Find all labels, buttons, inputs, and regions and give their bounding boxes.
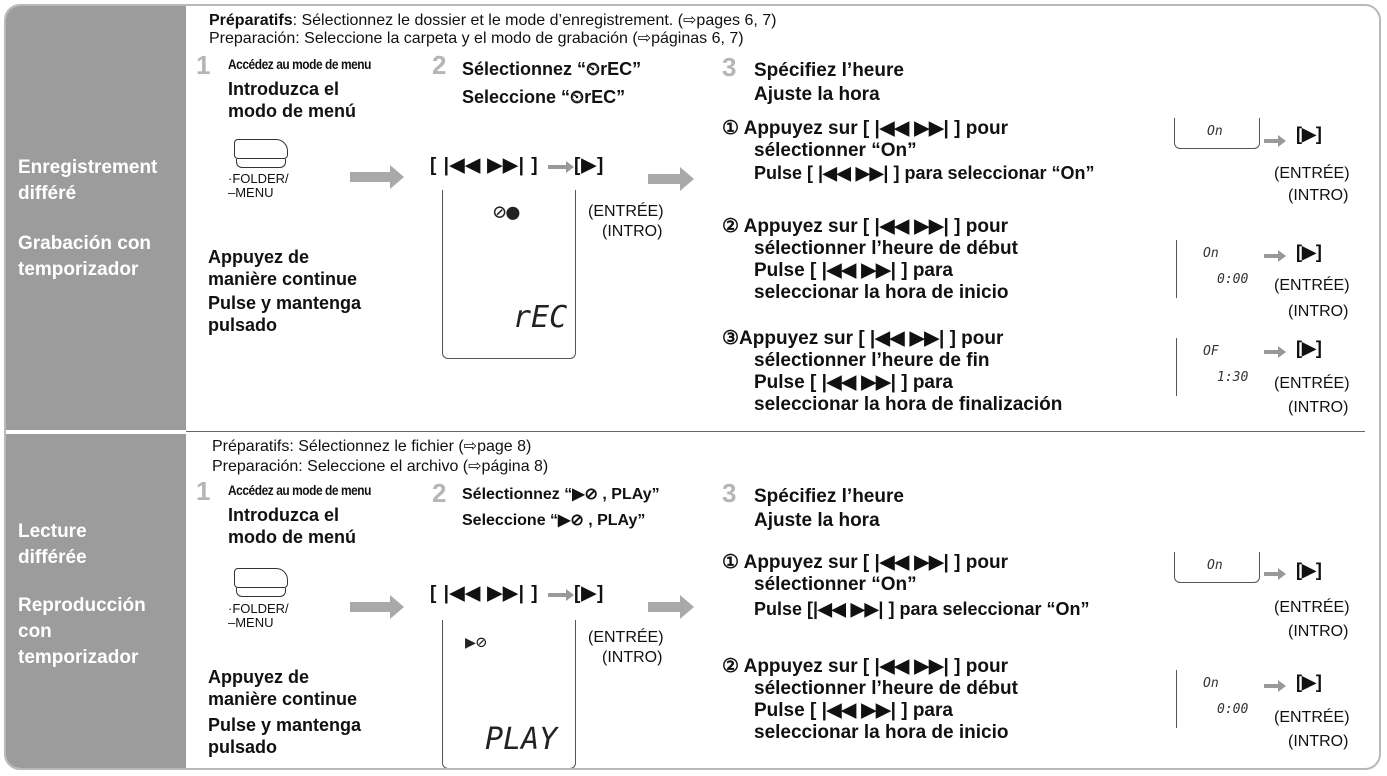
play-button-label: [▶] <box>1296 124 1322 144</box>
side-label-fr-line2: différé <box>18 183 77 204</box>
item2-fr-line1: ② Appuyez sur [ |◀◀ ▶▶| ] pour <box>722 656 1008 677</box>
item2-es-line1: Pulse [ |◀◀ ▶▶| ] para <box>754 700 953 721</box>
step3-fr: Spécifiez l’heure <box>754 486 904 507</box>
section-label-timer-playback <box>6 434 186 770</box>
prep-fr <box>209 12 776 30</box>
enter-es: (INTRO) <box>1288 623 1349 640</box>
step2-es: Seleccione “⏲rEC” <box>462 87 626 107</box>
enter-fr: (ENTRÉE) <box>588 629 664 646</box>
small-arrow-icon <box>1264 254 1278 258</box>
step3-fr: Spécifiez l’heure <box>754 60 904 81</box>
side-label-es-line2: temporizador <box>18 259 139 280</box>
item2-fr-line1: ② Appuyez sur [ |◀◀ ▶▶| ] pour <box>722 216 1008 237</box>
side-label-es-line1: Reproducción <box>18 595 146 616</box>
skip-controls: [ |◀◀ ▶▶| ] <box>430 583 539 604</box>
step-number-3: 3 <box>722 478 737 508</box>
item1-fr-line2: sélectionner “On” <box>754 574 917 595</box>
prep-es: Preparación: Seleccione el archivo (⇨página 8) <box>212 458 549 475</box>
step-number-1: 1 <box>196 50 211 80</box>
item2-fr-line2: sélectionner l’heure de début <box>754 678 1018 699</box>
step1-fr: Accédez au mode de menu <box>228 56 371 72</box>
small-arrow-icon <box>1264 572 1278 576</box>
enter-es: (INTRO) <box>1288 303 1349 320</box>
lcd-side-main: On <box>1203 246 1219 261</box>
hold-es-line2: pulsado <box>208 737 278 757</box>
lcd-top-icons: ▶⊘ <box>465 632 487 653</box>
enter-es: (INTRO) <box>1288 187 1349 204</box>
step1-es-line1: Introduzca el <box>228 79 340 99</box>
enter-es: (INTRO) <box>1288 733 1349 750</box>
item2-es-line2: seleccionar la hora de inicio <box>754 282 1009 303</box>
enter-es: (INTRO) <box>602 649 663 666</box>
folder-menu-key-base <box>236 159 286 168</box>
enter-fr: (ENTRÉE) <box>1274 709 1350 726</box>
item3-es-line1: Pulse [ |◀◀ ▶▶| ] para <box>754 372 953 393</box>
step1-es-line1: Introduzca el <box>228 505 340 525</box>
key-label-line2: –MENU <box>228 615 274 630</box>
enter-fr: (ENTRÉE) <box>1274 599 1350 616</box>
enter-fr: (ENTRÉE) <box>1274 277 1350 294</box>
key-label-line1: ·FOLDER/ <box>228 601 289 616</box>
lcd-side-sub: 0:00 <box>1217 702 1249 717</box>
instruction-panel <box>4 4 1381 770</box>
hold-es-line1: Pulse y mantenga <box>208 293 362 313</box>
small-arrow-icon <box>548 593 566 597</box>
item2-es-line1: Pulse [ |◀◀ ▶▶| ] para <box>754 260 953 281</box>
enter-fr: (ENTRÉE) <box>1274 375 1350 392</box>
hold-es-line2: pulsado <box>208 315 278 335</box>
prep-es: Preparación: Seleccione la carpeta y el modo de grabación (⇨páginas 6, 7) <box>209 30 744 47</box>
prep-fr-text: : Sélectionnez le dossier et le mode d’enregistrement. (⇨pages 6, 7) <box>292 12 777 29</box>
hold-fr-line1: Appuyez de <box>208 247 310 267</box>
play-button-label: [▶] <box>1296 338 1322 358</box>
item1-es-line1: Pulse [|◀◀ ▶▶| ] para seleccionar “On” <box>754 599 1090 619</box>
key-label-line2: –MENU <box>228 185 274 200</box>
step-number-3: 3 <box>722 52 737 82</box>
item3-es-line2: seleccionar la hora de finalización <box>754 394 1063 415</box>
side-label-fr-line2: différée <box>18 547 87 568</box>
lcd-display <box>442 190 576 359</box>
small-arrow-icon <box>1264 350 1278 354</box>
lcd-display <box>442 620 576 769</box>
lcd-side-display <box>1176 670 1257 728</box>
small-arrow-icon <box>1264 684 1278 688</box>
item1-es-line1: Pulse [ |◀◀ ▶▶| ] para seleccionar “On” <box>754 163 1095 183</box>
play-button-label: [▶] <box>1296 560 1322 580</box>
play-button-label: [▶] <box>574 583 605 604</box>
lcd-side-main: OF <box>1203 344 1219 359</box>
lcd-side-display <box>1176 240 1257 298</box>
section-label-timer-recording <box>6 6 186 430</box>
hold-es-line1: Pulse y mantenga <box>208 715 362 735</box>
lcd-small-display <box>1174 118 1260 149</box>
lcd-small-display <box>1174 552 1260 583</box>
folder-menu-key-icon <box>234 568 288 588</box>
prep-fr-label: Préparatifs <box>209 12 293 29</box>
item1-fr-line1: ① Appuyez sur [ |◀◀ ▶▶| ] pour <box>722 118 1008 139</box>
enter-es: (INTRO) <box>602 223 663 240</box>
lcd-side-sub: 1:30 <box>1217 370 1249 385</box>
lcd-small-main: On <box>1207 124 1223 139</box>
step2-es: Seleccione “▶⊘ , PLAy” <box>462 512 646 529</box>
step2-fr: Sélectionnez “▶⊘ , PLAy” <box>462 486 660 503</box>
item3-fr-line1: ③Appuyez sur [ |◀◀ ▶▶| ] pour <box>722 328 1004 349</box>
item3-fr-line2: sélectionner l’heure de fin <box>754 350 990 371</box>
flow-arrow-icon <box>350 602 390 612</box>
lcd-side-main: On <box>1203 676 1219 691</box>
item1-fr-line1: ① Appuyez sur [ |◀◀ ▶▶| ] pour <box>722 552 1008 573</box>
flow-arrow-icon <box>648 174 680 184</box>
lcd-side-display <box>1176 338 1257 396</box>
enter-es: (INTRO) <box>1288 399 1349 416</box>
step-number-2: 2 <box>432 50 447 80</box>
hold-fr-line2: manière continue <box>208 269 358 289</box>
play-button-label: [▶] <box>1296 672 1322 692</box>
enter-fr: (ENTRÉE) <box>588 203 664 220</box>
item2-fr-line2: sélectionner l’heure de début <box>754 238 1018 259</box>
lcd-text: rEC <box>513 300 568 335</box>
lcd-side-sub: 0:00 <box>1217 272 1249 287</box>
small-arrow-icon <box>548 165 566 169</box>
lcd-top-icons: ⊘● <box>493 200 520 225</box>
step1-es-line2: modo de menú <box>228 527 357 547</box>
key-label-line1: ·FOLDER/ <box>228 171 289 186</box>
flow-arrow-icon <box>648 602 680 612</box>
play-button-label: [▶] <box>1296 242 1322 262</box>
enter-fr: (ENTRÉE) <box>1274 165 1350 182</box>
side-label-es-line3: temporizador <box>18 647 139 668</box>
hold-fr-line2: manière continue <box>208 689 358 709</box>
step2-fr: Sélectionnez “⏲rEC” <box>462 59 642 79</box>
step-number-1: 1 <box>196 476 211 506</box>
item2-es-line2: seleccionar la hora de inicio <box>754 722 1009 743</box>
lcd-small-main: On <box>1207 558 1223 573</box>
folder-menu-key-base <box>236 588 286 597</box>
small-arrow-icon <box>1264 139 1278 143</box>
folder-menu-key-icon <box>234 139 288 159</box>
step3-es: Ajuste la hora <box>754 510 880 531</box>
side-label-fr-line1: Enregistrement <box>18 157 158 178</box>
side-label-es-line2: con <box>18 621 52 642</box>
skip-controls: [ |◀◀ ▶▶| ] <box>430 155 539 176</box>
side-label-fr-line1: Lecture <box>18 521 87 542</box>
step1-fr: Accédez au mode de menu <box>228 482 371 498</box>
step3-es: Ajuste la hora <box>754 84 880 105</box>
step1-es-line2: modo de menú <box>228 101 357 121</box>
item1-fr-line2: sélectionner “On” <box>754 140 917 161</box>
section-divider <box>186 431 1365 432</box>
flow-arrow-icon <box>350 172 390 182</box>
side-label-es-line1: Grabación con <box>18 233 152 254</box>
play-button-label: [▶] <box>574 155 605 176</box>
step-number-2: 2 <box>432 478 447 508</box>
hold-fr-line1: Appuyez de <box>208 667 310 687</box>
lcd-text: PLAY <box>485 722 558 757</box>
prep-fr: Préparatifs: Sélectionnez le fichier (⇨page 8) <box>212 438 532 455</box>
